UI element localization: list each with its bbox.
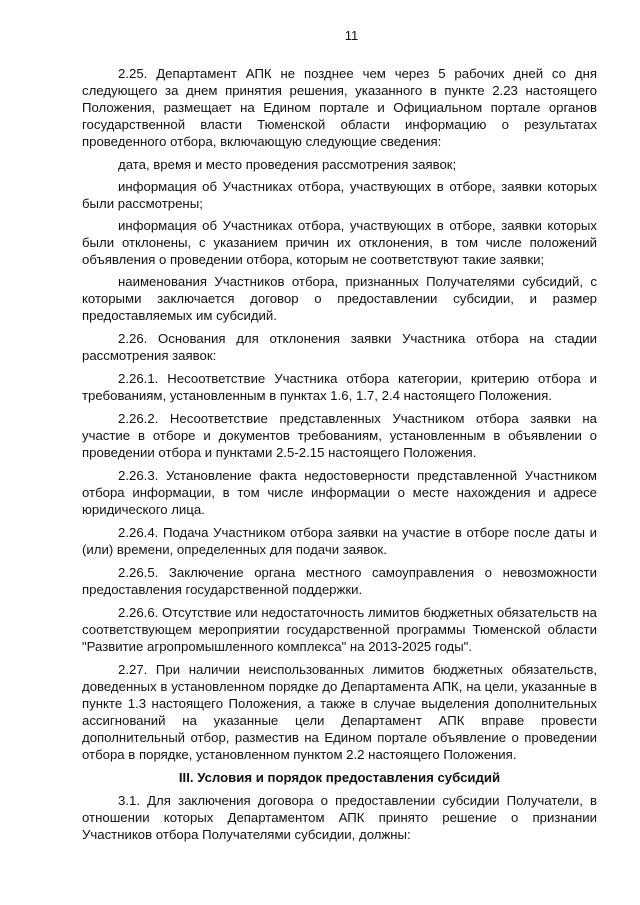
paragraph-2-26-2: 2.26.2. Несоответствие представленных Участником отбора заявки на участие в отборе и документов требованиям, установленным в объявлении о проведении отбора и пунктами 2.5-2.15 настоящего Положения. (82, 411, 597, 460)
paragraph-2-26-6: 2.26.6. Отсутствие или недостаточность лимитов бюджетных обязательств на соответствующем мероприятии государственной программы Тюменской области "Развитие агропромышленного комплекса" на 2013-2025 годы". (82, 605, 597, 654)
paragraph-2-25: 2.25. Департамент АПК не позднее чем через 5 рабочих дней со дня следующего за днем принятия решения, указанного в пункте 2.23 настоящего Положения, размещает на Едином портале и Официальном портале органов государственной власти Тюменской области информацию о результатах проведенного отбора, включающую следующие сведения: (82, 66, 597, 149)
page-number: 11 (344, 28, 359, 43)
paragraph-2-26-1: 2.26.1. Несоответствие Участника отбора категории, критерию отбора и требованиям, установленным в пунктах 1.6, 1.7, 2.4 настоящего Положения. (82, 371, 597, 403)
paragraph-2-26: 2.26. Основания для отклонения заявки Участника отбора на стадии рассмотрения заявок: (82, 331, 597, 363)
paragraph-list-item-recipients: наименования Участников отбора, признанных Получателями субсидий, с которыми заключается договор о предоставлении субсидии, и размер предоставляемых им субсидий. (82, 274, 597, 323)
paragraph-2-26-5: 2.26.5. Заключение органа местного самоуправления о невозможности предоставления государственной поддержки. (82, 565, 597, 597)
paragraph-list-item-date: дата, время и место проведения рассмотрения заявок; (118, 157, 457, 172)
section-title: III. Условия и порядок предоставления субсидий (178, 770, 501, 785)
document-page (82, 28, 597, 849)
paragraph-2-26-4: 2.26.4. Подача Участником отбора заявки на участие в отборе после даты и (или) времени, определенных для подачи заявок. (82, 525, 597, 557)
paragraph-3-1: 3.1. Для заключения договора о предоставлении субсидии Получатели, в отношении которых Департаментом АПК принято решение о признании Участников отбора Получателями субсидии, должны: (82, 793, 597, 842)
paragraph-list-item-considered: информация об Участниках отбора, участвующих в отборе, заявки которых были рассмотрены; (82, 179, 597, 211)
paragraph-2-27: 2.27. При наличии неиспользованных лимитов бюджетных обязательств, доведенных в установленном порядке до Департамента АПК, на цели, указанные в пункте 1.3 настоящего Положения, а также в случае выделения дополнительных ассигнований на указанные цели Департамент АПК вправе провести дополнительный отбор, разместив на Едином портале объявление о проведении отбора в порядке, установленном пунктом 2.2 настоящего Положения. (82, 662, 597, 762)
paragraph-2-26-3: 2.26.3. Установление факта недостоверности представленной Участником отбора информации, в том числе информации о месте нахождения и адресе юридического лица. (82, 468, 597, 517)
paragraph-list-item-rejected: информация об Участниках отбора, участвующих в отборе, заявки которых были отклонены, с указанием причин их отклонения, в том числе положений объявления о проведении отбора, которым не соответствуют такие заявки; (82, 218, 597, 267)
